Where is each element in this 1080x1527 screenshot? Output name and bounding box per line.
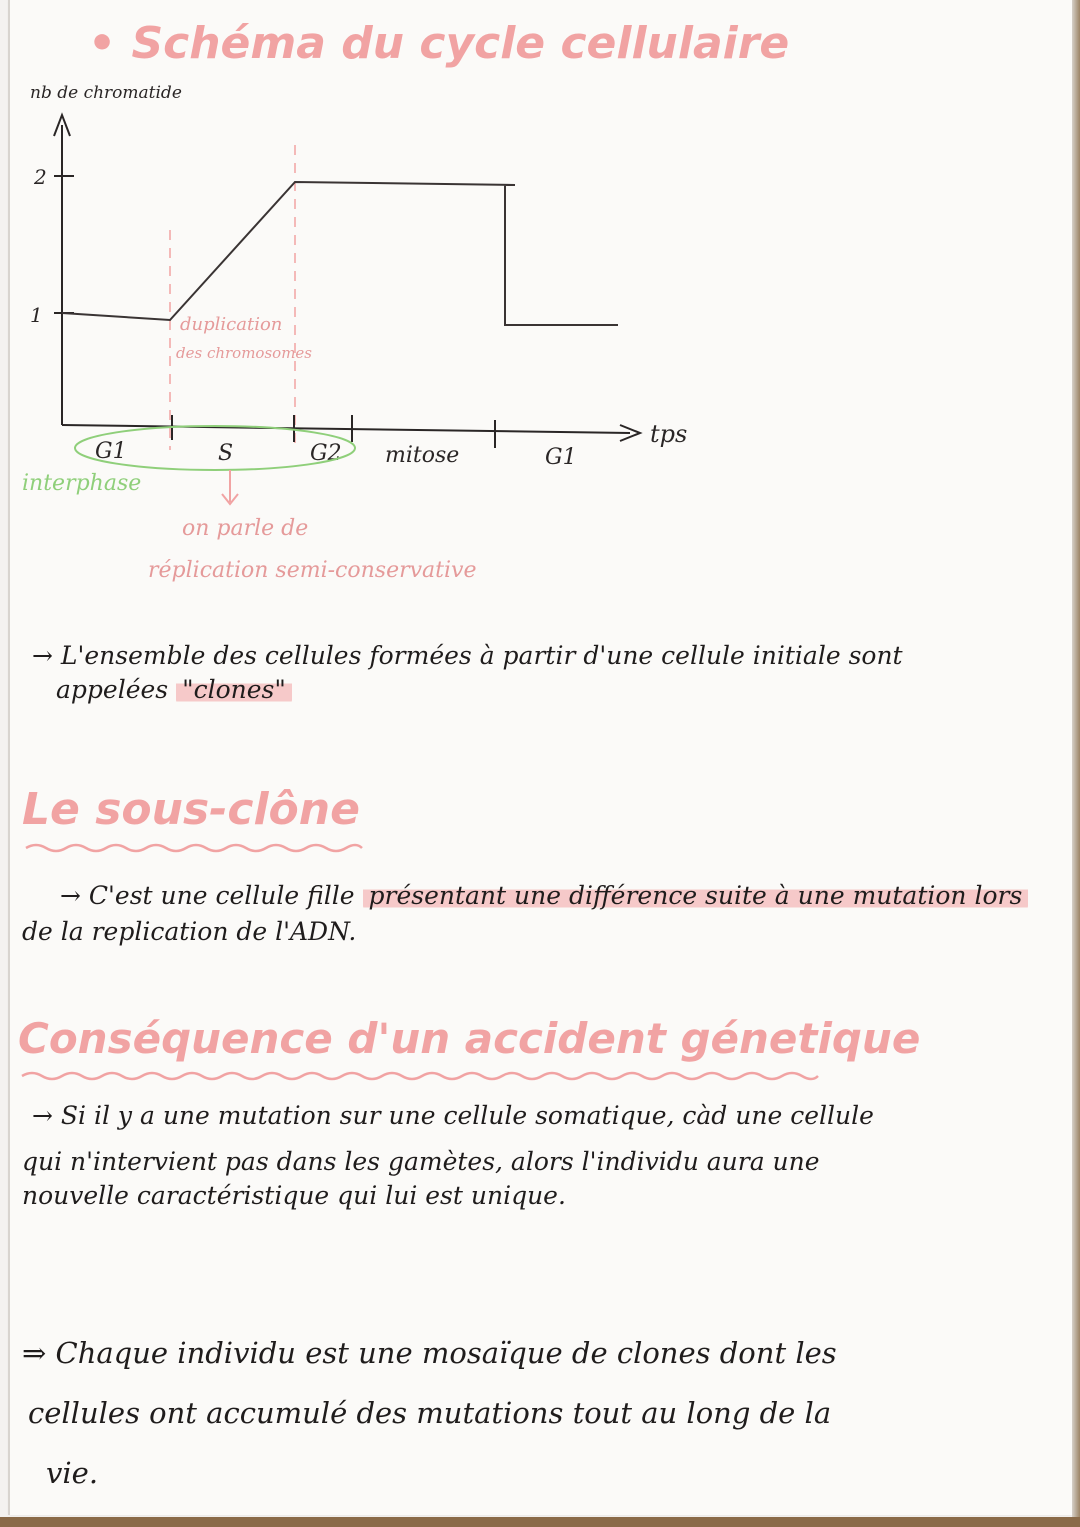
y-axis-label: nb de chromatide xyxy=(30,83,182,103)
sous-clone-line-1 xyxy=(60,880,1028,911)
phase-s: S xyxy=(218,441,234,466)
schema-title: • Schéma du cycle cellulaire xyxy=(88,18,790,69)
clones-line-2-prefix: appelées xyxy=(56,675,169,704)
phase-mitose: mitose xyxy=(385,443,460,468)
consequence-heading: Conséquence d'un accident génetique xyxy=(18,1014,921,1063)
duplication-label-1: duplication xyxy=(180,314,283,335)
replication-note-2: réplication semi-conservative xyxy=(148,558,477,583)
phase-g1: G1 xyxy=(95,439,127,464)
conclusion-text-1: ⇒ Chaque individu est une mosaïque de clones dont les xyxy=(22,1336,837,1370)
clones-line-1: → L'ensemble des cellules formées à partir d'une cellule initiale sont xyxy=(32,641,903,670)
phase-g2: G2 xyxy=(310,441,342,466)
y-tick-1-label: 1 xyxy=(30,303,43,327)
chromatid-curve xyxy=(62,182,618,325)
clones-line-2 xyxy=(56,674,292,705)
replication-note-1: on parle de xyxy=(182,516,309,541)
conclusion-line-3: vie. xyxy=(46,1456,99,1490)
sous-clone-underline xyxy=(24,840,364,856)
sous-clone-heading: Le sous-clône xyxy=(22,784,360,835)
phase-g1-after: G1 xyxy=(545,445,577,470)
conclusion-line-1 xyxy=(22,1335,837,1371)
desk-edge xyxy=(0,1517,1080,1527)
cell-cycle-chart xyxy=(0,70,1080,670)
clones-highlight: "clones" xyxy=(176,675,292,704)
consequence-line-2: qui n'intervient pas dans les gamètes, alors l'individu aura une xyxy=(22,1147,820,1176)
x-axis-label: tps xyxy=(650,420,688,448)
sous-clone-highlight: présentant une différence suite à une mutation lors xyxy=(363,881,1029,910)
consequence-underline xyxy=(20,1068,820,1084)
sous-clone-line-2: de la replication de l'ADN. xyxy=(22,917,357,946)
interphase-label: interphase xyxy=(22,471,142,496)
consequence-line-1: → Si il y a une mutation sur une cellule somatique, càd une cellule xyxy=(32,1101,874,1130)
consequence-line-3: nouvelle caractéristique qui lui est unique. xyxy=(22,1181,566,1210)
y-tick-2-label: 2 xyxy=(34,165,47,189)
sous-clone-line-1-prefix: → C'est une cellule fille xyxy=(60,881,355,910)
conclusion-line-2: cellules ont accumulé des mutations tout au long de la xyxy=(28,1396,832,1430)
duplication-label-2: des chromosomes xyxy=(176,344,312,362)
